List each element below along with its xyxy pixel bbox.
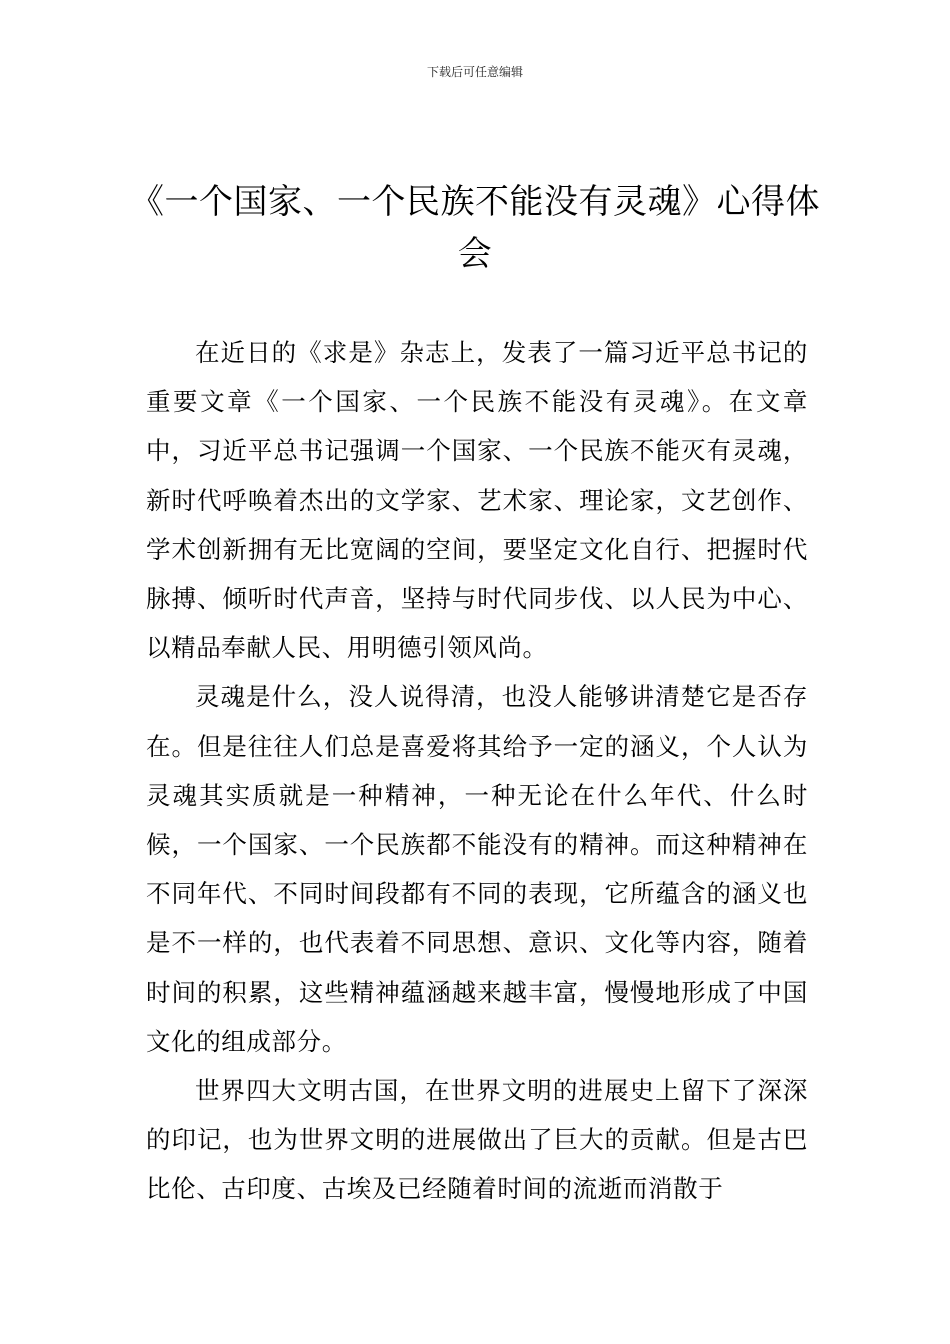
document-body: [146, 328, 808, 1214]
document-title: 《一个国家、一个民族不能没有灵魂》心得体会: [130, 182, 820, 274]
paragraph: 在近日的《求是》杂志上，发表了一篇习近平总书记的重要文章《一个国家、一个民族不能没有灵魂》。在文章中，习近平总书记强调一个国家、一个民族不能灭有灵魂，新时代呼唤着杰出的文学家、艺术家、理论家，文艺创作、学术创新拥有无比宽阔的空间，要坚定文化自行、把握时代脉搏、倾听时代声音，坚持与时代同步伐、以人民为中心、以精品奉献人民、用明德引领风尚。: [146, 338, 808, 663]
header-note: 下载后可任意编辑: [426, 65, 523, 79]
paragraph: 灵魂是什么，没人说得清，也没人能够讲清楚它是否存在。但是往往人们总是喜爱将其给予一定的涵义，个人认为灵魂其实质就是一种精神，一种无论在什么年代、什么时候，一个国家、一个民族都不能没有的精神。而这种精神在不同年代、不同时间段都有不同的表现，它所蕴含的涵义也是不一样的，也代表着不同思想、意识、文化等内容，随着时间的积累，这些精神蕴涵越来越丰富，慢慢地形成了中国文化的组成部分。: [146, 682, 808, 1056]
paragraph: 世界四大文明古国，在世界文明的进展史上留下了深深的印记，也为世界文明的进展做出了巨大的贡献。但是古巴比伦、古印度、古埃及已经随着时间的流逝而消散于: [146, 1076, 808, 1204]
